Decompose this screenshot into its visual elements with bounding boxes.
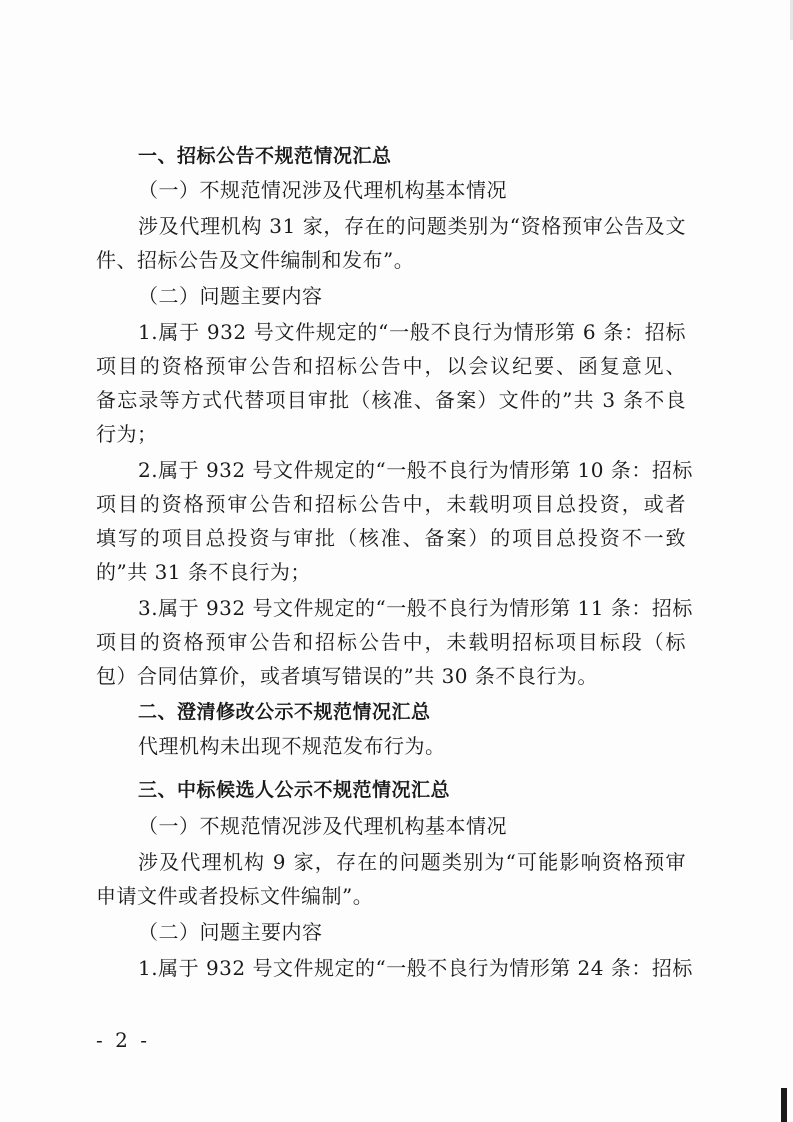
section3-paragraph-line: 涉及代理机构 9 家，存在的问题类别为“可能影响资格预审 (138, 850, 686, 874)
section1-paragraph-line: 件、招标公告及文件编制和发布”。 (96, 248, 415, 272)
section1-item3-line: 项目的资格预审公告和招标公告中，未载明招标项目标段（标 (96, 630, 686, 654)
section1-item1-line: 1.属于 932 号文件规定的“一般不良行为情形第 6 条：招标 (138, 320, 686, 344)
section1-item2-line: 2.属于 932 号文件规定的“一般不良行为情形第 10 条：招标 (138, 458, 693, 482)
section1-item1-line: 项目的资格预审公告和招标公告中，以会议纪要、函复意见、 (96, 354, 686, 378)
section1-item1-line: 备忘录等方式代替项目审批（核准、备案）文件的”共 3 条不良 (96, 388, 686, 412)
section3-paragraph-line: 申请文件或者投标文件编制”。 (96, 884, 374, 908)
section1-heading: 一、招标公告不规范情况汇总 (138, 145, 392, 167)
section3-item1-line: 1.属于 932 号文件规定的“一般不良行为情形第 24 条：招标 (138, 956, 693, 980)
section1-item3-line: 3.属于 932 号文件规定的“一般不良行为情形第 11 条：招标 (138, 596, 693, 620)
section1-subheading-2: （二）问题主要内容 (138, 284, 323, 308)
section1-item1-line: 行为； (96, 422, 158, 446)
section1-item3-line: 包）合同估算价，或者填写错误的”共 30 条不良行为。 (96, 664, 598, 688)
section1-item2-line: 填写的项目总投资与审批（核准、备案）的项目总投资不一致 (96, 526, 686, 550)
section1-subheading-1: （一）不规范情况涉及代理机构基本情况 (138, 178, 507, 202)
scan-edge-mark (781, 1088, 787, 1122)
section1-item2-line: 的”共 31 条不良行为； (96, 560, 311, 584)
section1-item2-line: 项目的资格预审公告和招标公告中，未载明项目总投资，或者 (96, 492, 686, 516)
section1-paragraph-line: 涉及代理机构 31 家，存在的问题类别为“资格预审公告及文 (138, 214, 686, 238)
section3-subheading-1: （一）不规范情况涉及代理机构基本情况 (138, 814, 507, 838)
section2-paragraph: 代理机构未出现不规范发布行为。 (138, 734, 446, 758)
section3-heading: 三、中标候选人公示不规范情况汇总 (138, 779, 451, 801)
section2-heading: 二、澄清修改公示不规范情况汇总 (138, 701, 431, 723)
page-number: - 2 - (96, 1028, 150, 1052)
section3-subheading-2: （二）问题主要内容 (138, 920, 323, 944)
